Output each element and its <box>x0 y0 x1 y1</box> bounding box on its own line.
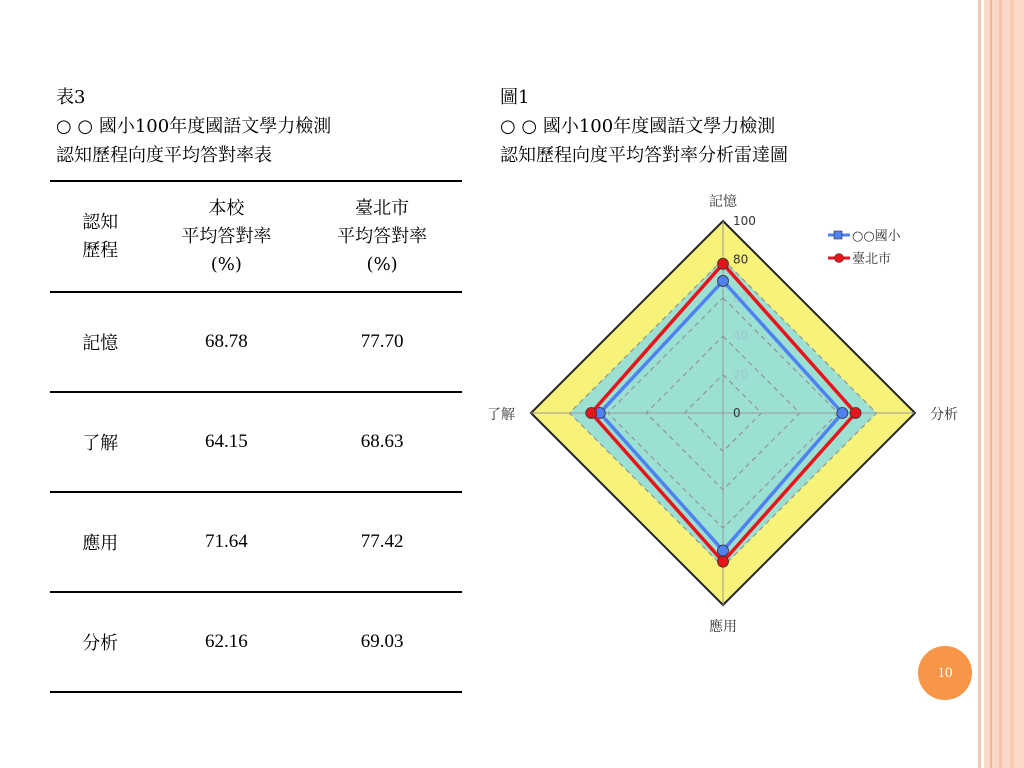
header-text: 認知 <box>82 211 119 233</box>
radar-axis-label: 應用 <box>709 619 737 635</box>
radar-data-point <box>718 275 729 286</box>
legend-label: 臺北市 <box>852 252 892 267</box>
radar-chart <box>465 185 975 640</box>
radar-data-point <box>718 556 729 567</box>
cell-process: 分析 <box>82 633 119 654</box>
radar-tick-label: 60 <box>733 290 749 305</box>
radar-tick-label: 80 <box>733 252 749 267</box>
table-caption-line2: 認知歷程向度平均答對率表 <box>56 145 272 166</box>
table-row <box>50 392 462 492</box>
radar-tick-label: 0 <box>733 406 741 420</box>
cell-process: 記憶 <box>82 333 119 354</box>
radar-tick-label: 20 <box>733 367 749 382</box>
header-text: 歷程 <box>82 239 119 261</box>
decor-stripe <box>999 0 1002 768</box>
header-text: (%) <box>366 253 398 275</box>
radar-data-point <box>837 408 848 419</box>
legend-swatch-marker <box>834 231 842 239</box>
radar-tick-label: 40 <box>733 329 749 344</box>
figure-caption-line2: 認知歷程向度平均答對率分析雷達圖 <box>500 145 788 166</box>
header-text: 平均答對率 <box>181 225 272 247</box>
radar-data-point <box>850 408 861 419</box>
table-row <box>50 492 462 592</box>
header-text: 臺北市 <box>355 197 410 219</box>
radar-axis-label: 分析 <box>930 407 958 423</box>
decor-stripe <box>1010 0 1014 768</box>
cell-city: 68.63 <box>360 431 404 452</box>
cell-process: 了解 <box>82 433 119 454</box>
table-header-row <box>50 181 462 292</box>
radar-axis-label: 了解 <box>487 407 515 423</box>
cell-school: 71.64 <box>204 531 248 552</box>
decor-stripe <box>990 0 992 768</box>
cell-city: 77.70 <box>360 331 404 352</box>
header-text: 本校 <box>208 197 245 219</box>
table-row <box>50 292 462 392</box>
table-caption-label: 表3 <box>56 87 86 108</box>
legend-swatch-marker <box>835 254 844 263</box>
table-caption <box>56 83 331 170</box>
cell-city: 77.42 <box>360 531 404 552</box>
cell-process: 應用 <box>82 533 119 554</box>
table-row <box>50 592 462 692</box>
radar-data-point <box>718 545 729 556</box>
cell-school: 68.78 <box>204 331 248 352</box>
cell-city: 69.03 <box>360 631 404 652</box>
table-caption-line1: ○ ○ 國小100年度國語文學力檢測 <box>56 116 332 137</box>
accuracy-table <box>50 180 462 693</box>
radar-data-point <box>718 258 729 269</box>
radar-axis-label: 記憶 <box>709 194 737 210</box>
header-text: 平均答對率 <box>337 225 428 247</box>
radar-tick-label: 100 <box>733 214 756 228</box>
legend-label: ○○國小 <box>852 229 901 244</box>
header-text: (%) <box>210 253 242 275</box>
cell-school: 64.15 <box>204 431 248 452</box>
figure-caption-label: 圖1 <box>500 87 530 108</box>
decor-stripe <box>978 0 981 768</box>
cell-school: 62.16 <box>204 631 248 652</box>
figure-caption-line1: ○ ○ 國小100年度國語文學力檢測 <box>500 116 776 137</box>
radar-data-point <box>586 408 597 419</box>
header-process <box>50 181 150 292</box>
page-number-badge <box>918 646 972 700</box>
header-city <box>302 181 462 292</box>
figure-caption <box>500 83 788 170</box>
page-number: 10 <box>937 664 953 681</box>
header-school <box>150 181 302 292</box>
